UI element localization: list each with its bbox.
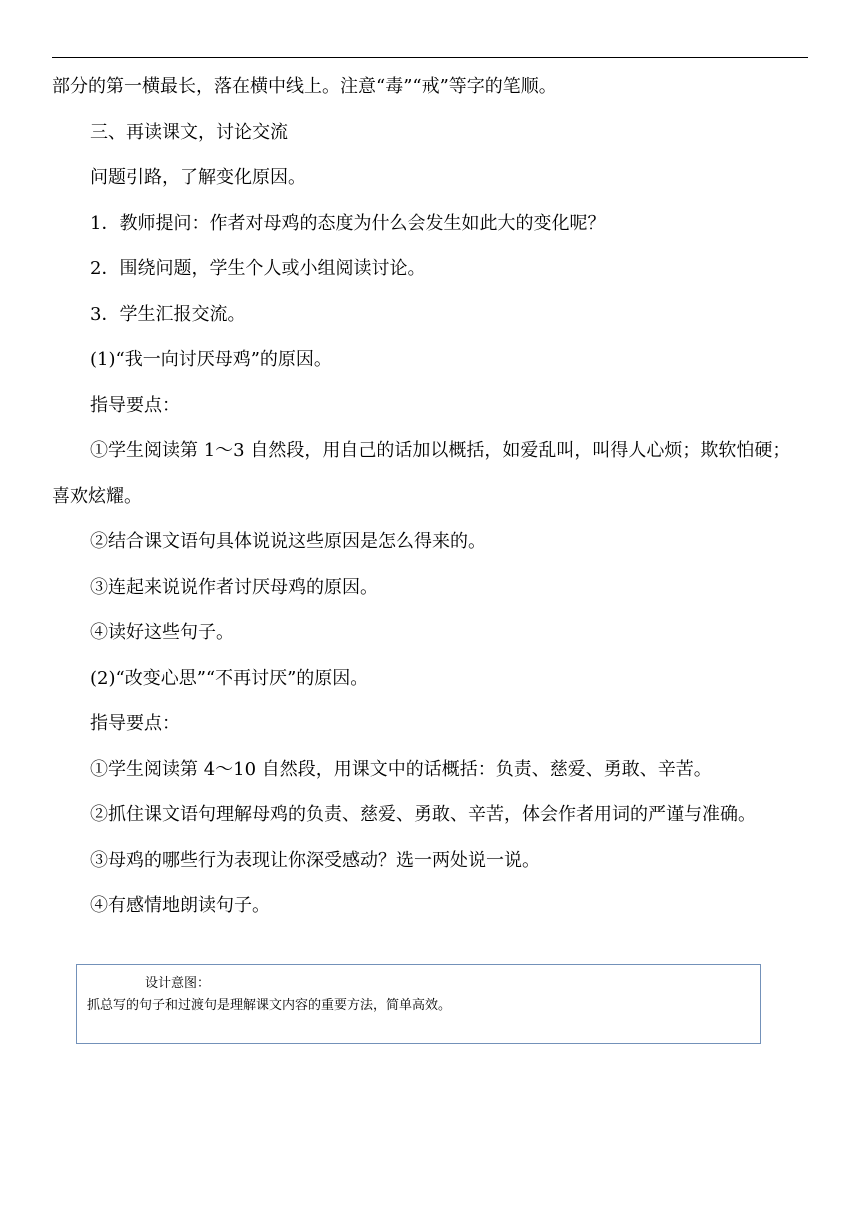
circled-item: ②抓住课文语句理解母鸡的负责、慈爱、勇敢、辛苦，体会作者用词的严谨与准确。 [90,804,756,825]
design-intent-text: 抓总写的句子和过渡句是理解课文内容的重要方法，简单高效。 [87,998,452,1013]
design-intent-title: 设计意图： [145,976,211,991]
design-intent-box [76,964,761,1044]
circled-item: ①学生阅读第 4～10 自然段，用课文中的话概括：负责、慈爱、勇敢、辛苦。 [90,758,712,780]
circled-item: ②结合课文语句具体说说这些原因是怎么得来的。 [90,531,486,552]
circled-item: ③连起来说说作者讨厌母鸡的原因。 [90,576,378,598]
numbered-item: 2．围绕问题，学生个人或小组阅读讨论。 [90,258,426,279]
sub-item: (1)“我一向讨厌母鸡”的原因。 [90,349,332,370]
guidance-label: 指导要点： [90,713,180,734]
section-heading: 三、再读课文，讨论交流 [90,121,288,143]
document-body [52,64,808,929]
circled-item: ①学生阅读第 1～3 自然段，用自己的话加以概括，如爱乱叫，叫得人心烦；欺软怕硬；喜欢炫耀。 [52,440,791,507]
circled-item: ④有感情地朗读句子。 [90,895,270,916]
sub-item: (2)“改变心思”“不再讨厌”的原因。 [90,667,369,689]
circled-item: ④读好这些句子。 [90,622,234,643]
paragraph: 问题引路，了解变化原因。 [90,167,306,188]
guidance-label: 指导要点： [90,394,180,416]
numbered-item: 3．学生汇报交流。 [90,303,246,325]
numbered-item: 1．教师提问：作者对母鸡的态度为什么会发生如此大的变化呢？ [90,212,606,234]
circled-item: ③母鸡的哪些行为表现让你深受感动？选一两处说一说。 [90,849,540,871]
header-rule [52,57,808,58]
paragraph-continuation: 部分的第一横最长，落在横中线上。注意“毒”“戒”等字的笔顺。 [52,76,557,97]
